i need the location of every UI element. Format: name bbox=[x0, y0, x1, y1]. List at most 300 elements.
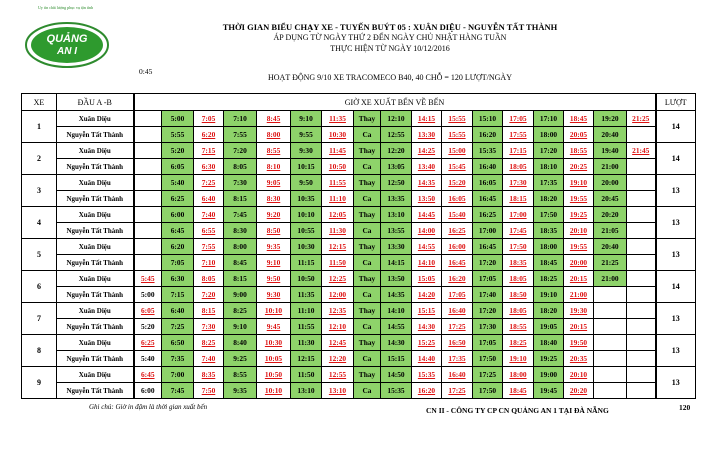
shift-change: Thay bbox=[354, 303, 381, 319]
empty-cell bbox=[627, 191, 656, 207]
return-time: 10:35 bbox=[291, 191, 322, 207]
empty-cell bbox=[627, 127, 656, 143]
return-time: 19:10 bbox=[534, 287, 564, 303]
departure-time: 17:25 bbox=[473, 367, 503, 383]
return-time: 17:40 bbox=[473, 287, 503, 303]
trip-count: 14 bbox=[656, 271, 696, 303]
departure-time: 17:35 bbox=[534, 175, 564, 191]
departure-time: 17:50 bbox=[534, 207, 564, 223]
departure-time: 9:35 bbox=[257, 239, 291, 255]
return-time: 8:45 bbox=[224, 255, 257, 271]
return-time: 19:05 bbox=[534, 319, 564, 335]
departure-time: 9:50 bbox=[257, 271, 291, 287]
return-time: 20:10 bbox=[564, 223, 594, 239]
departure-time: 18:25 bbox=[503, 335, 534, 351]
return-time: 9:10 bbox=[224, 319, 257, 335]
empty-cell bbox=[627, 223, 656, 239]
departure-time: 7:10 bbox=[224, 111, 257, 127]
return-time: 11:50 bbox=[322, 255, 354, 271]
trip-count: 13 bbox=[656, 207, 696, 239]
return-time: 13:30 bbox=[412, 127, 442, 143]
departure-time: 8:55 bbox=[224, 367, 257, 383]
return-time: 16:20 bbox=[412, 383, 442, 399]
return-time: 17:25 bbox=[442, 383, 473, 399]
return-time: 19:10 bbox=[503, 351, 534, 367]
trip-count: 13 bbox=[656, 367, 696, 399]
return-time: 18:45 bbox=[503, 383, 534, 399]
departure-time: 14:15 bbox=[412, 111, 442, 127]
departure-time: 21:45 bbox=[627, 143, 656, 159]
departure-time: 15:20 bbox=[442, 175, 473, 191]
departure-time: 15:35 bbox=[412, 367, 442, 383]
departure-time: 8:15 bbox=[194, 303, 224, 319]
departure-time: 17:10 bbox=[534, 111, 564, 127]
schedule-table bbox=[21, 93, 696, 399]
station-b: Nguyễn Tất Thành bbox=[57, 127, 134, 143]
shift-change: Thay bbox=[354, 367, 381, 383]
departure-time: 9:10 bbox=[291, 111, 322, 127]
departure-time: 12:10 bbox=[381, 111, 412, 127]
header-times: GIỜ XE XUẤT BẾN VỀ BẾN bbox=[134, 94, 656, 111]
shift-change: Ca bbox=[354, 159, 381, 175]
return-time: 18:10 bbox=[534, 159, 564, 175]
return-time: 17:45 bbox=[503, 223, 534, 239]
departure-time: 10:10 bbox=[291, 207, 322, 223]
return-time: 17:35 bbox=[442, 351, 473, 367]
departure-time: 14:50 bbox=[381, 367, 412, 383]
return-time: 16:20 bbox=[473, 127, 503, 143]
departure-time: 20:10 bbox=[564, 367, 594, 383]
company-name: CN II - CÔNG TY CP CN QUẢNG AN 1 TẠI ĐÀ NẴNG bbox=[426, 406, 609, 415]
departure-time bbox=[134, 143, 162, 159]
return-time: 7:20 bbox=[194, 287, 224, 303]
return-time: 11:35 bbox=[291, 287, 322, 303]
bus-number: 3 bbox=[22, 175, 57, 207]
departure-time: 18:45 bbox=[564, 111, 594, 127]
shift-change: Ca bbox=[354, 287, 381, 303]
return-time bbox=[134, 127, 162, 143]
departure-time bbox=[627, 367, 656, 383]
return-time: 18:05 bbox=[503, 159, 534, 175]
return-time: 9:45 bbox=[257, 319, 291, 335]
return-time: 7:30 bbox=[194, 319, 224, 335]
return-time bbox=[594, 319, 627, 335]
departure-time bbox=[627, 175, 656, 191]
departure-time: 6:40 bbox=[162, 303, 194, 319]
departure-time: 19:55 bbox=[564, 239, 594, 255]
departure-time: 6:20 bbox=[162, 239, 194, 255]
departure-time: 7:40 bbox=[194, 207, 224, 223]
departure-time: 8:05 bbox=[194, 271, 224, 287]
departure-time: 5:45 bbox=[134, 271, 162, 287]
departure-time: 9:30 bbox=[291, 143, 322, 159]
return-time: 7:45 bbox=[162, 383, 194, 399]
departure-time: 16:20 bbox=[442, 271, 473, 287]
shift-change: Thay bbox=[354, 175, 381, 191]
shift-change: Ca bbox=[354, 191, 381, 207]
return-time: 20:00 bbox=[564, 255, 594, 271]
return-time: 18:00 bbox=[534, 127, 564, 143]
station-a: Xuân Diệu bbox=[57, 335, 134, 351]
bus-row-bottom bbox=[22, 255, 696, 271]
departure-time: 7:05 bbox=[194, 111, 224, 127]
station-a: Xuân Diệu bbox=[57, 271, 134, 287]
return-time: 17:00 bbox=[473, 223, 503, 239]
return-time: 21:00 bbox=[564, 287, 594, 303]
departure-time bbox=[627, 271, 656, 287]
return-time: 12:15 bbox=[291, 351, 322, 367]
bus-row-top bbox=[22, 367, 696, 383]
return-time: 6:55 bbox=[194, 223, 224, 239]
return-time: 9:35 bbox=[224, 383, 257, 399]
return-time: 7:10 bbox=[194, 255, 224, 271]
return-time: 13:50 bbox=[412, 191, 442, 207]
station-a: Xuân Diệu bbox=[57, 175, 134, 191]
departure-time: 8:00 bbox=[224, 239, 257, 255]
return-time: 18:55 bbox=[503, 319, 534, 335]
departure-time: 14:55 bbox=[412, 239, 442, 255]
return-time: 5:20 bbox=[134, 319, 162, 335]
empty-cell bbox=[627, 319, 656, 335]
departure-time bbox=[627, 239, 656, 255]
station-a: Xuân Diệu bbox=[57, 111, 134, 127]
departure-time: 13:50 bbox=[381, 271, 412, 287]
return-time: 8:15 bbox=[224, 191, 257, 207]
footer-note: Ghi chú: Giờ in đậm là thời gian xuất bến bbox=[89, 403, 208, 411]
return-time: 7:05 bbox=[162, 255, 194, 271]
departure-time: 14:10 bbox=[381, 303, 412, 319]
departure-time: 15:40 bbox=[442, 207, 473, 223]
departure-time: 7:25 bbox=[194, 175, 224, 191]
departure-time: 10:50 bbox=[291, 271, 322, 287]
departure-time: 12:45 bbox=[322, 335, 354, 351]
empty-cell bbox=[627, 255, 656, 271]
departure-time bbox=[627, 303, 656, 319]
departure-time: 15:25 bbox=[412, 335, 442, 351]
bus-row-bottom bbox=[22, 159, 696, 175]
trip-count: 13 bbox=[656, 303, 696, 335]
return-time: 6:30 bbox=[194, 159, 224, 175]
return-time: 6:45 bbox=[162, 223, 194, 239]
departure-time: 13:10 bbox=[381, 207, 412, 223]
departure-time: 6:50 bbox=[162, 335, 194, 351]
bus-number: 7 bbox=[22, 303, 57, 335]
return-time: 17:50 bbox=[473, 383, 503, 399]
departure-time: 17:15 bbox=[503, 143, 534, 159]
bus-row-bottom bbox=[22, 191, 696, 207]
departure-time bbox=[594, 335, 627, 351]
bus-number: 2 bbox=[22, 143, 57, 175]
bus-row-bottom bbox=[22, 223, 696, 239]
departure-time: 11:10 bbox=[291, 303, 322, 319]
departure-time: 20:40 bbox=[594, 239, 627, 255]
departure-time: 19:50 bbox=[564, 335, 594, 351]
header-luot: LƯỢT bbox=[656, 94, 696, 111]
departure-time: 7:00 bbox=[162, 367, 194, 383]
trip-count: 13 bbox=[656, 335, 696, 367]
departure-time: 13:30 bbox=[381, 239, 412, 255]
departure-time: 10:50 bbox=[257, 367, 291, 383]
bus-number: 6 bbox=[22, 271, 57, 303]
return-time: 9:30 bbox=[257, 287, 291, 303]
page-title: THỜI GIAN BIỂU CHẠY XE - TUYẾN BUÝT 05 : XUÂN DIỆU - NGUYỄN TẤT THÀNH bbox=[222, 22, 558, 32]
return-time bbox=[594, 383, 627, 399]
return-time: 15:55 bbox=[442, 127, 473, 143]
return-time: 11:30 bbox=[322, 223, 354, 239]
departure-time: 14:35 bbox=[412, 175, 442, 191]
departure-time: 14:45 bbox=[412, 207, 442, 223]
departure-time bbox=[134, 111, 162, 127]
departure-time: 12:20 bbox=[381, 143, 412, 159]
departure-time: 17:05 bbox=[473, 335, 503, 351]
return-time: 16:25 bbox=[442, 223, 473, 239]
departure-time: 18:20 bbox=[534, 303, 564, 319]
bus-row-top bbox=[22, 207, 696, 223]
return-time: 10:50 bbox=[322, 159, 354, 175]
departure-time: 7:30 bbox=[224, 175, 257, 191]
empty-cell bbox=[627, 287, 656, 303]
return-time: 11:10 bbox=[322, 191, 354, 207]
departure-time: 8:25 bbox=[194, 335, 224, 351]
bus-row-top bbox=[22, 111, 696, 127]
departure-time: 17:20 bbox=[473, 303, 503, 319]
departure-time: 10:30 bbox=[291, 239, 322, 255]
departure-time: 10:30 bbox=[257, 335, 291, 351]
return-time: 12:10 bbox=[322, 319, 354, 335]
departure-time: 20:15 bbox=[564, 271, 594, 287]
station-a: Xuân Diệu bbox=[57, 303, 134, 319]
return-time: 18:35 bbox=[534, 223, 564, 239]
station-b: Nguyễn Tất Thành bbox=[57, 223, 134, 239]
departure-time: 17:05 bbox=[473, 271, 503, 287]
shift-change: Ca bbox=[354, 383, 381, 399]
departure-time: 8:15 bbox=[224, 271, 257, 287]
return-time: 20:15 bbox=[564, 319, 594, 335]
return-time: 20:40 bbox=[594, 127, 627, 143]
return-time: 17:50 bbox=[473, 351, 503, 367]
return-time: 18:35 bbox=[503, 255, 534, 271]
station-b: Nguyễn Tất Thành bbox=[57, 319, 134, 335]
return-time: 14:40 bbox=[412, 351, 442, 367]
bus-row-top bbox=[22, 175, 696, 191]
departure-time: 8:55 bbox=[257, 143, 291, 159]
departure-time: 18:05 bbox=[503, 303, 534, 319]
return-time: 6:20 bbox=[194, 127, 224, 143]
return-time: 18:45 bbox=[534, 255, 564, 271]
return-time: 6:00 bbox=[134, 383, 162, 399]
departure-time: 18:40 bbox=[534, 335, 564, 351]
interval-label: 0:45 bbox=[139, 67, 153, 76]
shift-change: Ca bbox=[354, 319, 381, 335]
bus-number: 1 bbox=[22, 111, 57, 143]
return-time: 13:55 bbox=[381, 223, 412, 239]
return-time: 20:20 bbox=[564, 383, 594, 399]
departure-time: 8:40 bbox=[224, 335, 257, 351]
return-time: 6:25 bbox=[162, 191, 194, 207]
departure-time: 20:20 bbox=[594, 207, 627, 223]
station-a: Xuân Diệu bbox=[57, 207, 134, 223]
departure-time: 16:50 bbox=[442, 335, 473, 351]
bus-row-bottom bbox=[22, 319, 696, 335]
return-time bbox=[134, 223, 162, 239]
return-time: 14:55 bbox=[381, 319, 412, 335]
trip-count: 13 bbox=[656, 239, 696, 271]
operation-info: HOẠT ĐỘNG 9/10 XE TRACOMECO B40, 40 CHỖ = 120 LƯỢT/NGÀY bbox=[268, 73, 512, 82]
departure-time: 12:25 bbox=[322, 271, 354, 287]
return-time: 10:55 bbox=[291, 223, 322, 239]
departure-time: 18:25 bbox=[534, 271, 564, 287]
empty-cell bbox=[627, 383, 656, 399]
return-time: 16:45 bbox=[442, 255, 473, 271]
return-time: 20:25 bbox=[564, 159, 594, 175]
return-time: 8:00 bbox=[257, 127, 291, 143]
return-time bbox=[134, 255, 162, 271]
departure-time: 20:00 bbox=[594, 175, 627, 191]
shift-change: Thay bbox=[354, 239, 381, 255]
return-time: 19:25 bbox=[534, 351, 564, 367]
slogan: Uy tín chất lượng phục vụ tận tình bbox=[38, 5, 94, 10]
return-time: 13:10 bbox=[322, 383, 354, 399]
departure-time: 17:50 bbox=[503, 239, 534, 255]
departure-time: 14:25 bbox=[412, 143, 442, 159]
departure-time: 5:00 bbox=[162, 111, 194, 127]
departure-time: 15:00 bbox=[442, 143, 473, 159]
return-time: 14:35 bbox=[381, 287, 412, 303]
return-time: 18:15 bbox=[503, 191, 534, 207]
header-route: ĐẦU A -B bbox=[57, 94, 134, 111]
departure-time: 9:20 bbox=[257, 207, 291, 223]
bus-row-top bbox=[22, 239, 696, 255]
return-time: 5:00 bbox=[134, 287, 162, 303]
return-time: 17:30 bbox=[473, 319, 503, 335]
departure-time: 16:45 bbox=[473, 239, 503, 255]
bus-row-top bbox=[22, 143, 696, 159]
station-b: Nguyễn Tất Thành bbox=[57, 383, 134, 399]
departure-time: 19:20 bbox=[594, 111, 627, 127]
shift-change: Ca bbox=[354, 223, 381, 239]
return-time: 19:45 bbox=[534, 383, 564, 399]
departure-time: 10:10 bbox=[257, 303, 291, 319]
departure-time: 15:35 bbox=[473, 143, 503, 159]
departure-time: 7:45 bbox=[224, 207, 257, 223]
return-time: 5:55 bbox=[162, 127, 194, 143]
departure-time: 12:05 bbox=[322, 207, 354, 223]
return-time: 14:20 bbox=[412, 287, 442, 303]
return-time: 12:20 bbox=[322, 351, 354, 367]
departure-time: 8:35 bbox=[194, 367, 224, 383]
station-b: Nguyễn Tất Thành bbox=[57, 191, 134, 207]
return-time: 20:45 bbox=[594, 191, 627, 207]
return-time: 21:00 bbox=[594, 159, 627, 175]
effective-date: THỰC HIỆN TỪ NGÀY 10/12/2016 bbox=[330, 44, 450, 53]
return-time: 7:40 bbox=[194, 351, 224, 367]
bus-row-bottom bbox=[22, 351, 696, 367]
return-time: 11:15 bbox=[291, 255, 322, 271]
return-time: 8:05 bbox=[224, 159, 257, 175]
departure-time: 6:45 bbox=[134, 367, 162, 383]
station-a: Xuân Diệu bbox=[57, 143, 134, 159]
trip-count: 14 bbox=[656, 143, 696, 175]
departure-time: 5:40 bbox=[162, 175, 194, 191]
bus-row-bottom bbox=[22, 287, 696, 303]
return-time bbox=[134, 191, 162, 207]
departure-time: 11:35 bbox=[322, 111, 354, 127]
return-time bbox=[594, 351, 627, 367]
return-time: 11:55 bbox=[291, 319, 322, 335]
departure-time: 12:15 bbox=[322, 239, 354, 255]
departure-time: 21:00 bbox=[594, 271, 627, 287]
departure-time bbox=[627, 207, 656, 223]
table-header-row bbox=[22, 94, 696, 111]
return-time bbox=[134, 159, 162, 175]
return-time: 17:55 bbox=[503, 127, 534, 143]
empty-cell bbox=[627, 351, 656, 367]
return-time: 20:35 bbox=[564, 351, 594, 367]
departure-time: 6:30 bbox=[162, 271, 194, 287]
return-time: 18:50 bbox=[503, 287, 534, 303]
page-subtitle: ÁP DỤNG TỪ NGÀY THỨ 2 ĐẾN NGÀY CHỦ NHẬT HÀNG TUẦN bbox=[273, 33, 507, 42]
departure-time: 17:20 bbox=[534, 143, 564, 159]
bus-row-top bbox=[22, 271, 696, 287]
departure-time: 7:15 bbox=[194, 143, 224, 159]
departure-time: 15:55 bbox=[442, 111, 473, 127]
bus-number: 4 bbox=[22, 207, 57, 239]
return-time: 14:15 bbox=[381, 255, 412, 271]
return-time: 13:05 bbox=[381, 159, 412, 175]
departure-time: 6:25 bbox=[134, 335, 162, 351]
return-time: 9:25 bbox=[224, 351, 257, 367]
logo-text-top: QUẢNG bbox=[46, 33, 88, 45]
return-time: 9:55 bbox=[291, 127, 322, 143]
return-time: 7:50 bbox=[194, 383, 224, 399]
return-time: 15:15 bbox=[381, 351, 412, 367]
return-time: 8:30 bbox=[224, 223, 257, 239]
departure-time: 16:40 bbox=[442, 303, 473, 319]
return-time: 19:55 bbox=[564, 191, 594, 207]
bus-row-bottom bbox=[22, 383, 696, 399]
departure-time bbox=[594, 367, 627, 383]
return-time: 14:00 bbox=[412, 223, 442, 239]
departure-time: 17:05 bbox=[503, 111, 534, 127]
departure-time: 19:25 bbox=[564, 207, 594, 223]
departure-time: 5:20 bbox=[162, 143, 194, 159]
return-time: 16:40 bbox=[473, 159, 503, 175]
return-time: 7:25 bbox=[162, 319, 194, 335]
station-a: Xuân Diệu bbox=[57, 367, 134, 383]
shift-change: Ca bbox=[354, 127, 381, 143]
shift-change: Ca bbox=[354, 255, 381, 271]
departure-time: 17:00 bbox=[503, 207, 534, 223]
logo-text-bottom: AN I bbox=[57, 46, 77, 57]
departure-time: 9:05 bbox=[257, 175, 291, 191]
station-b: Nguyễn Tất Thành bbox=[57, 255, 134, 271]
return-time: 5:40 bbox=[134, 351, 162, 367]
departure-time: 16:25 bbox=[473, 207, 503, 223]
station-b: Nguyễn Tất Thành bbox=[57, 159, 134, 175]
departure-time: 16:05 bbox=[473, 175, 503, 191]
bus-row-top bbox=[22, 335, 696, 351]
return-time: 10:15 bbox=[291, 159, 322, 175]
return-time: 14:30 bbox=[412, 319, 442, 335]
departure-time bbox=[134, 175, 162, 191]
departure-time: 19:10 bbox=[564, 175, 594, 191]
departure-time: 12:50 bbox=[381, 175, 412, 191]
departure-time: 15:15 bbox=[412, 303, 442, 319]
station-b: Nguyễn Tất Thành bbox=[57, 287, 134, 303]
departure-time bbox=[627, 335, 656, 351]
return-time: 17:20 bbox=[473, 255, 503, 271]
departure-time: 9:50 bbox=[291, 175, 322, 191]
